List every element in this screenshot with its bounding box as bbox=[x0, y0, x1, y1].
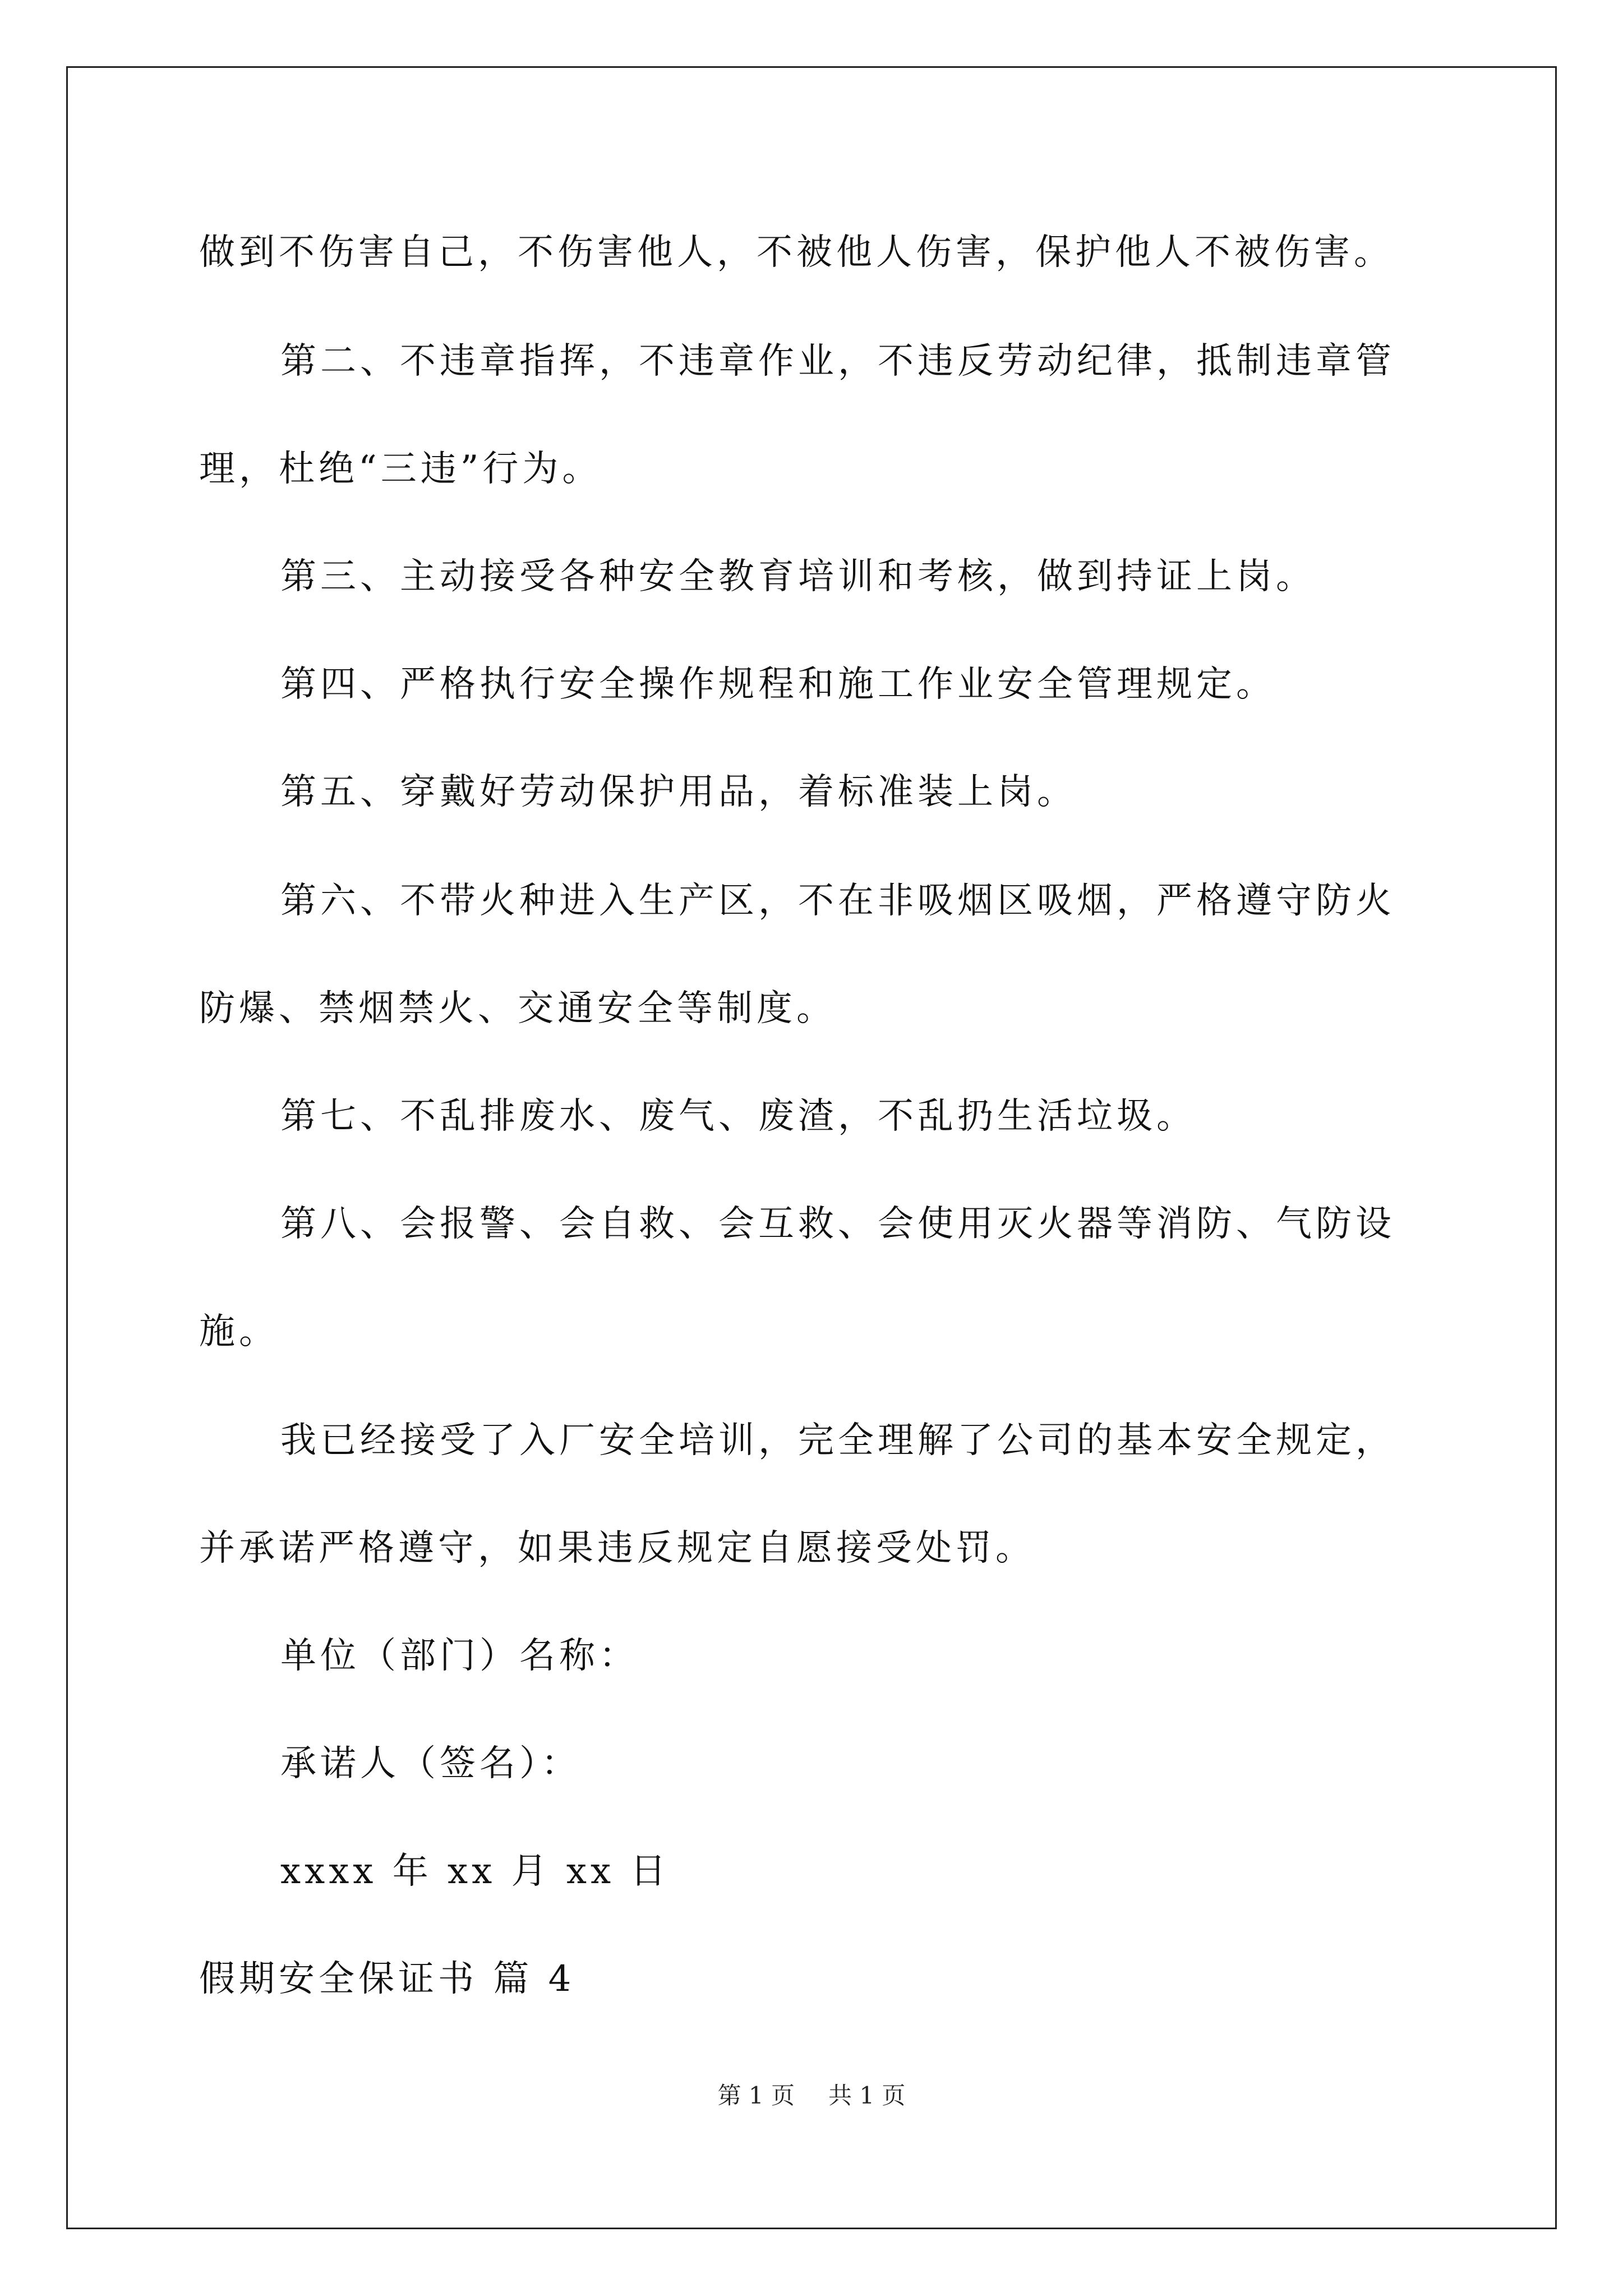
body-line: 施。 bbox=[199, 1311, 279, 1352]
body-line: 防爆、禁烟禁火、交通安全等制度。 bbox=[199, 988, 836, 1029]
page-border bbox=[66, 66, 1557, 2229]
body-line: 并承诺严格遵守，如果违反规定自愿接受处罚。 bbox=[199, 1527, 1035, 1569]
body-line: 第二、不违章指挥，不违章作业，不违反劳动纪律，抵制违章管 bbox=[280, 341, 1395, 382]
body-line: 第五、穿戴好劳动保护用品，着标准装上岗。 bbox=[280, 771, 1077, 813]
body-line: 第三、主动接受各种安全教育培训和考核，做到持证上岗。 bbox=[280, 556, 1316, 597]
body-line: 做到不伤害自己，不伤害他人，不被他人伤害，保护他人不被伤害。 bbox=[199, 232, 1394, 273]
body-line: 第八、会报警、会自救、会互救、会使用灭火器等消防、气防设 bbox=[280, 1203, 1395, 1245]
page-number-current: 第 1 页 bbox=[717, 2082, 795, 2109]
date-line: xxxx 年 xx 月 xx 日 bbox=[280, 1851, 670, 1892]
body-line: 第四、严格执行安全操作规程和施工作业安全管理规定。 bbox=[280, 664, 1276, 705]
page-footer bbox=[0, 2079, 1623, 2113]
signatory-label: 承诺人（签名）： bbox=[280, 1743, 581, 1784]
section-heading: 假期安全保证书 篇 4 bbox=[199, 1958, 575, 2000]
unit-name-label: 单位（部门）名称： bbox=[280, 1635, 639, 1677]
body-line: 理，杜绝“三违”行为。 bbox=[199, 448, 602, 490]
body-line: 第六、不带火种进入生产区，不在非吸烟区吸烟，严格遵守防火 bbox=[280, 880, 1395, 922]
body-line: 我已经接受了入厂安全培训，完全理解了公司的基本安全规定， bbox=[280, 1420, 1395, 1461]
body-line: 第七、不乱排废水、废气、废渣，不乱扔生活垃圾。 bbox=[280, 1096, 1196, 1137]
page-number-total: 共 1 页 bbox=[828, 2082, 906, 2109]
